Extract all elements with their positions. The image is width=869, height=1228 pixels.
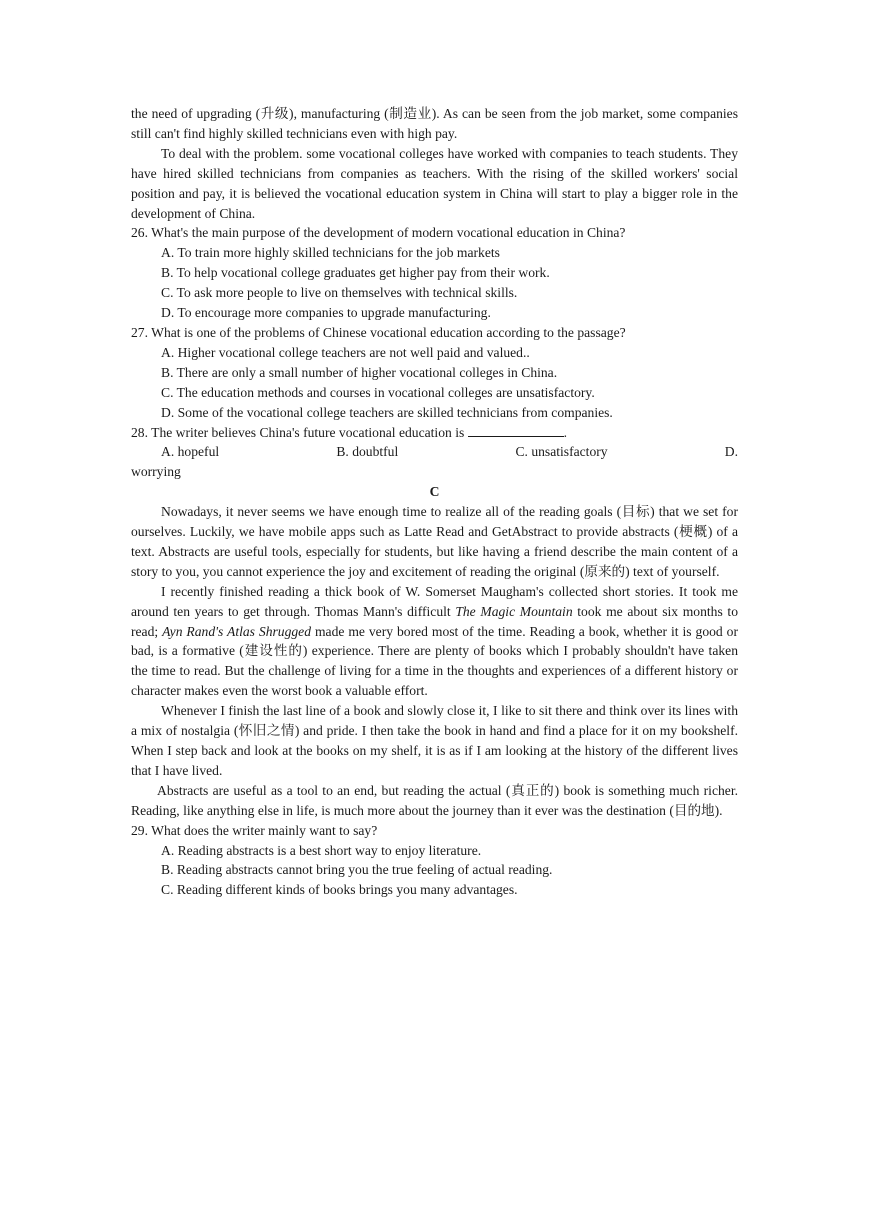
book-title: The Magic Mountain (455, 603, 573, 619)
passage-paragraph: Nowadays, it never seems we have enough time to realize all of the reading goals (目标) that we set for ourselves. Luckily, we have mobile apps such as Latte Read and GetAbstract to provide abstracts (梗概) of a text. Abstracts are useful tools, especially for students, but like having a friend describe the main content of a story to you, you cannot experience the joy and excitement of reading the original (原来的) text of yourself. (131, 504, 738, 579)
exam-page (131, 104, 738, 900)
paragraph-text: made me very bored most of the time. Reading a book, whether it is good or bad, is a formative (建设性的) experience. There are plenty of books which I probably shouldn't have taken the time to read. But the challenge of living for a time in the thoughts and experiences of a different history or character makes even the worst book a valuable effort. (131, 623, 738, 699)
book-title: Ayn Rand's Atlas Shrugged (162, 623, 312, 639)
passage-paragraph (131, 582, 738, 701)
option-29-b: B. Reading abstracts cannot bring you the true feeling of actual reading. (161, 862, 553, 878)
option-28-d-letter: D. (724, 444, 738, 460)
option-26-d: D. To encourage more companies to upgrade manufacturing. (161, 305, 491, 321)
option-28-b: B. doubtful (336, 444, 399, 460)
option-27-a: A. Higher vocational college teachers are not well paid and valued.. (161, 344, 530, 360)
answer-blank (468, 424, 564, 437)
question-28-stem (131, 423, 738, 443)
option-28-c: C. unsatisfactory (515, 444, 608, 460)
question-28-options (131, 442, 738, 462)
question-26-stem: 26. What's the main purpose of the development of modern vocational education in China? (131, 225, 626, 241)
question-28-stem-end: . (563, 424, 568, 440)
paragraph-text: I recently finished reading a thick book of W. Somerset Maugham's collected short stories. It took me around ten years to get through. Thomas Mann's difficult (131, 583, 738, 619)
option-28-a: A. hopeful (161, 444, 220, 460)
option-29-c: C. Reading different kinds of books brings you many advantages. (161, 882, 518, 898)
option-27-b: B. There are only a small number of higher vocational colleges in China. (161, 364, 558, 380)
passage-paragraph: Abstracts are useful as a tool to an end, but reading the actual (真正的) book is something much richer. Reading, like anything else in life, is much more about the journey than it ever was the destination (目的地). (131, 782, 738, 818)
option-27-c: C. The education methods and courses in vocational colleges are unsatisfactory. (161, 384, 595, 400)
option-28-d-text: worrying (131, 464, 181, 480)
passage-paragraph: To deal with the problem. some vocational colleges have worked with companies to teach students. They have hired skilled technicians from companies as teachers. With the rising of the skilled workers' social position and pay, it is believed the vocational education system in China will start to play a bigger role in the development of China. (131, 145, 738, 221)
question-29-stem: 29. What does the writer mainly want to say? (131, 822, 378, 838)
passage-paragraph: the need of upgrading (升级), manufacturing (制造业). As can be seen from the job market, some companies still can't find highly skilled technicians even with high pay. (131, 106, 738, 141)
option-26-c: C. To ask more people to live on themselves with technical skills. (161, 285, 518, 301)
option-26-b: B. To help vocational college graduates get higher pay from their work. (161, 265, 550, 281)
option-29-a: A. Reading abstracts is a best short way to enjoy literature. (161, 842, 482, 858)
paragraph-text: took me about six months to read; (131, 603, 738, 639)
option-26-a: A. To train more highly skilled technicians for the job markets (161, 245, 500, 261)
question-28-stem-text: 28. The writer believes China's future vocational education is (131, 424, 468, 440)
question-27-stem: 27. What is one of the problems of Chinese vocational education according to the passage? (131, 324, 626, 340)
passage-paragraph: Whenever I finish the last line of a book and slowly close it, I like to sit there and think over its lines with a mix of nostalgia (怀旧之情) and pride. I then take the book in hand and find a place for it on my bookshelf. When I step back and look at the books on my shelf, it is as if I am looking at the history of the different lives that I have lived. (131, 703, 738, 778)
option-27-d: D. Some of the vocational college teachers are skilled technicians from companies. (161, 404, 613, 420)
section-heading: C (429, 484, 440, 500)
